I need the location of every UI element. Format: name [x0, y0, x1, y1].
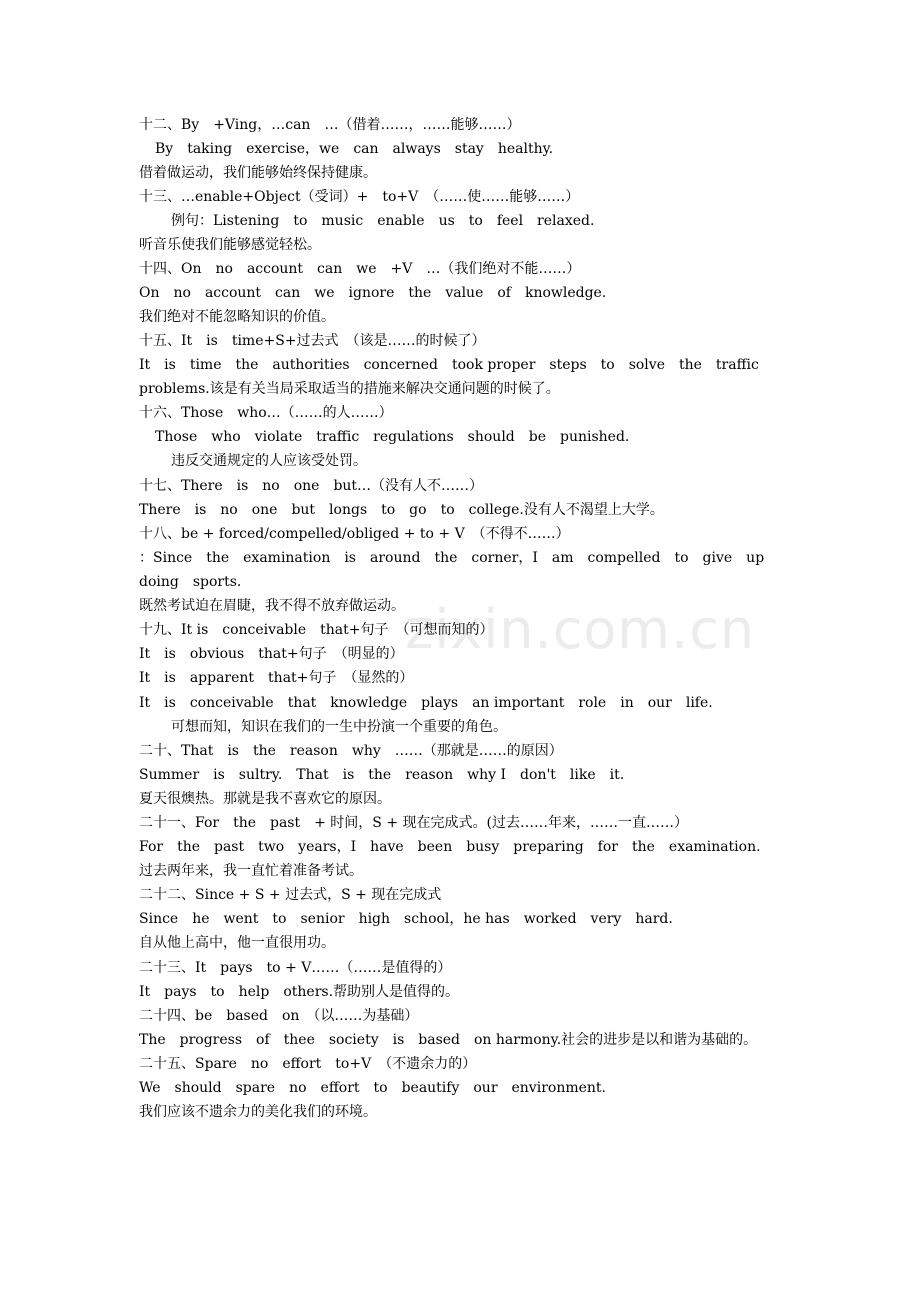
example-25: We should spare no effort to beautify our environment. — [139, 1080, 606, 1096]
example-13: 例句：Listening to music enable us to feel relaxed. — [171, 213, 595, 229]
pattern-19-apparent: It is apparent that+句子 （显然的） — [139, 670, 414, 686]
example-17: There is no one but longs to go to college.没有人不渴望上大学。 — [139, 502, 664, 518]
heading-19: 十九、It is conceivable that+句子 （可想而知的） — [139, 622, 494, 638]
heading-18: 十八、be + forced/compelled/obliged + to + V （不得不……） — [139, 526, 570, 542]
example-18-cont: doing sports. — [139, 574, 242, 590]
translation-25: 我们应该不遗余力的美化我们的环境。 — [139, 1104, 377, 1120]
heading-23: 二十三、It pays to + V……（……是值得的） — [139, 960, 452, 976]
heading-13: 十三、…enable+Object（受词）+ to+V （……使……能够……） — [139, 189, 580, 205]
example-21: For the past two years，I have been busy preparing for the examination. — [139, 839, 761, 855]
translation-16: 违反交通规定的人应该受处罚。 — [171, 453, 367, 469]
translation-19: 可想而知，知识在我们的一生中扮演一个重要的角色。 — [171, 719, 507, 735]
example-20: Summer is sultry. That is the reason why I don't like it. — [139, 767, 625, 783]
heading-21: 二十一、For the past + 时间，S + 现在完成式。(过去……年来，……一直……） — [139, 815, 688, 831]
heading-20: 二十、That is the reason why ……（那就是……的原因） — [139, 743, 563, 759]
heading-25: 二十五、Spare no effort to+V （不遗余力的） — [139, 1056, 477, 1072]
translation-12: 借着做运动，我们能够始终保持健康。 — [139, 165, 377, 181]
heading-15: 十五、It is time+S+过去式 （该是……的时候了） — [139, 333, 486, 349]
example-19: It is conceivable that knowledge plays an important role in our life. — [139, 695, 713, 711]
translation-13: 听音乐使我们能够感觉轻松。 — [139, 237, 321, 253]
heading-12: 十二、By +Ving，…can …（借着……，……能够……） — [139, 117, 521, 133]
translation-14: 我们绝对不能忽略知识的价值。 — [139, 309, 335, 325]
heading-16: 十六、Those who…（……的人……） — [139, 405, 393, 421]
example-14: On no account can we ignore the value of knowledge. — [139, 285, 607, 301]
heading-14: 十四、On no account can we +V …（我们绝对不能……） — [139, 261, 581, 277]
watermark: zixin.com.cn — [405, 598, 756, 661]
heading-22: 二十二、Since + S + 过去式，S + 现在完成式 — [139, 887, 442, 903]
pattern-19-obvious: It is obvious that+句子 （明显的） — [139, 646, 404, 662]
translation-21: 过去两年来，我一直忙着准备考试。 — [139, 863, 363, 879]
heading-24: 二十四、be based on （以……为基础） — [139, 1008, 419, 1024]
heading-17: 十七、There is no one but…（没有人不……） — [139, 478, 484, 494]
example-15: It is time the authorities concerned took proper steps to solve the traffic — [139, 357, 759, 373]
translation-20: 夏天很燠热。那就是我不喜欢它的原因。 — [139, 791, 391, 807]
example-24: The progress of thee society is based on harmony.社会的进步是以和谐为基础的。 — [139, 1032, 758, 1048]
example-22: Since he went to senior high school，he has worked very hard. — [139, 911, 673, 927]
example-18: ：Since the examination is around the corner，I am compelled to give up — [139, 550, 765, 566]
translation-18: 既然考试迫在眉睫，我不得不放弃做运动。 — [139, 598, 405, 614]
example-15-cont: problems.该是有关当局采取适当的措施来解决交通问题的时候了。 — [139, 381, 560, 397]
example-16: Those who violate traffic regulations should be punished. — [155, 429, 630, 445]
translation-22: 自从他上高中，他一直很用功。 — [139, 935, 335, 951]
example-23: It pays to help others.帮助别人是值得的。 — [139, 984, 460, 1000]
example-12: By taking exercise，we can always stay healthy. — [155, 141, 554, 157]
